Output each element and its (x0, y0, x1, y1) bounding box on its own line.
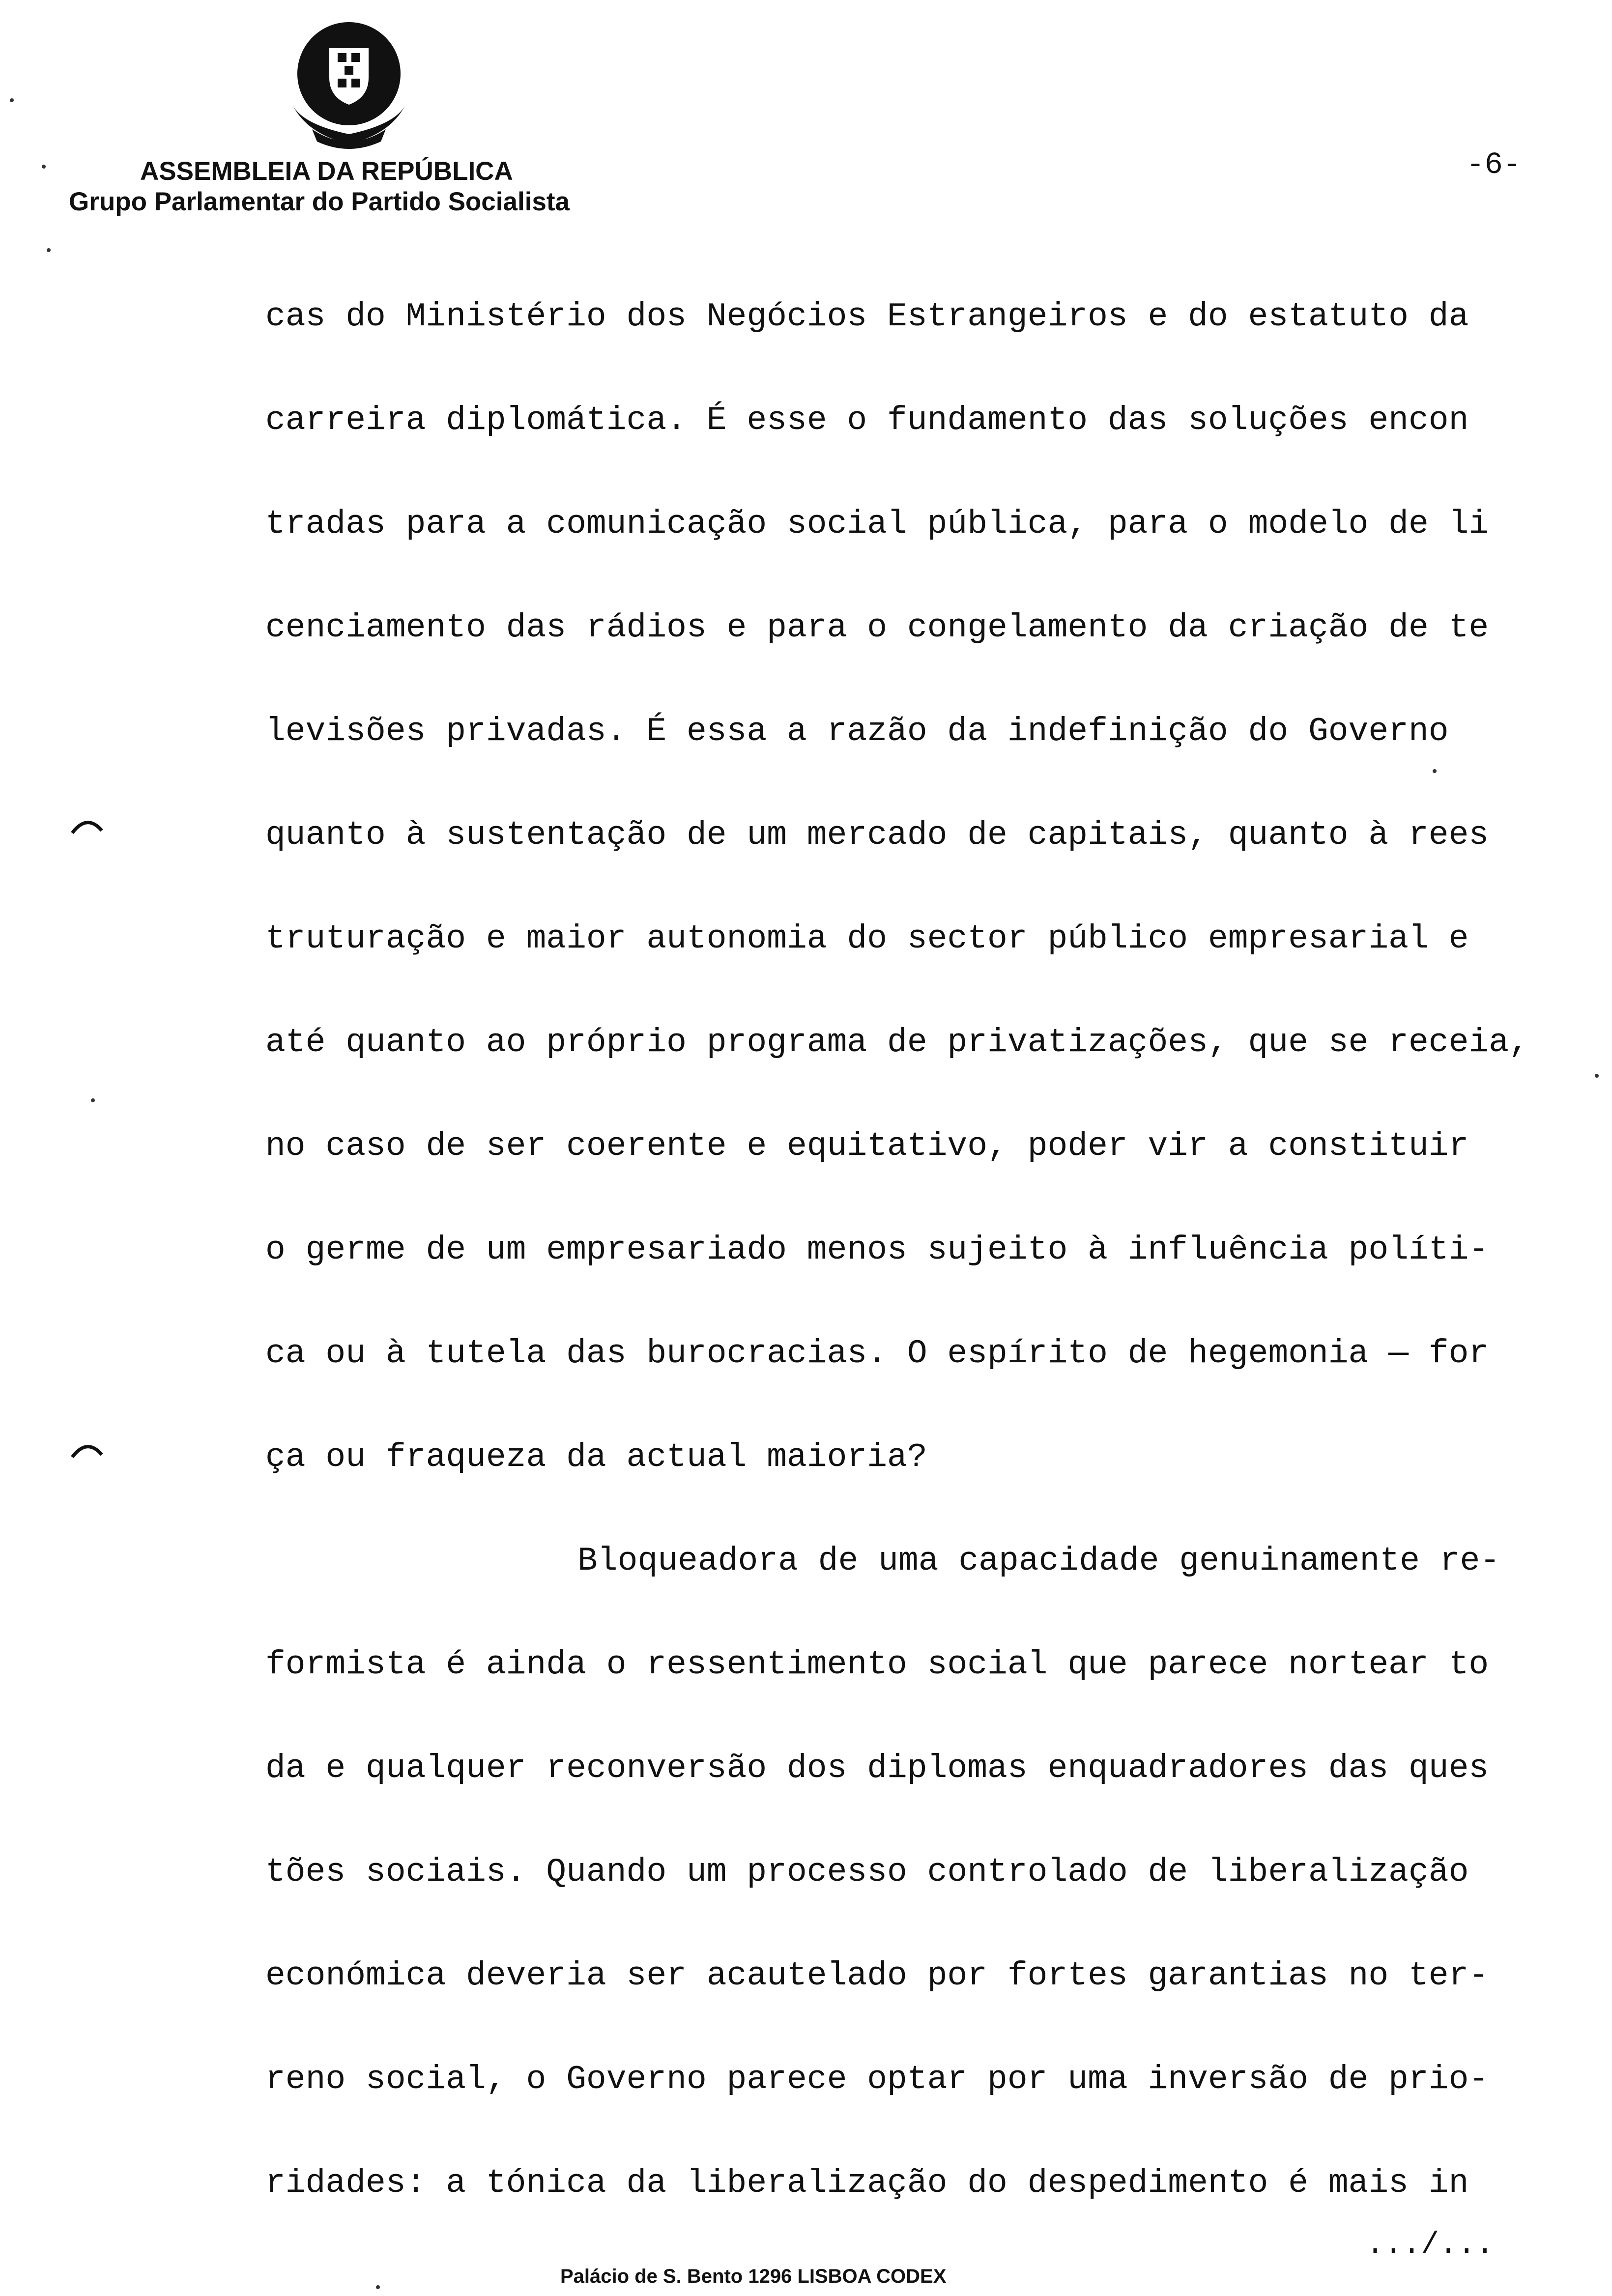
scan-speck (376, 2285, 380, 2289)
footer-address: Palácio de S. Bento 1296 LISBOA CODEX (560, 2266, 947, 2287)
continuation-mark: .../... (1366, 2227, 1494, 2262)
paragraph-start-line: Bloqueadora de uma capacidade genuinamente re- (577, 1542, 1500, 1580)
scan-speck (10, 98, 14, 102)
scan-speck (47, 248, 51, 252)
text-line: no caso de ser coerente e equitativo, poder vir a constituir (265, 1127, 1469, 1165)
organization-name: ASSEMBLEIA DA REPÚBLICA (140, 157, 513, 186)
text-line: económica deveria ser acautelado por fortes garantias no ter- (265, 1957, 1489, 1995)
text-line: tões sociais. Quando um processo controlado de liberalização (265, 1853, 1469, 1891)
text-line: levisões privadas. É essa a razão da indefinição do Governo (265, 713, 1449, 750)
organization-header (69, 156, 570, 217)
text-line: quanto à sustentação de um mercado de capitais, quanto à rees (265, 816, 1489, 854)
margin-bracket-mark (70, 1440, 104, 1460)
text-line: da e qualquer reconversão dos diplomas enquadradores das ques (265, 1750, 1489, 1787)
text-line: ridades: a tónica da liberalização do despedimento é mais in (265, 2164, 1469, 2202)
scan-speck (1595, 1074, 1599, 1078)
text-line: cenciamento das rádios e para o congelamento da criação de te (265, 609, 1489, 647)
body-text (265, 290, 1529, 2260)
scan-speck (91, 1098, 95, 1102)
text-line: reno social, o Governo parece optar por uma inversão de prio- (265, 2061, 1489, 2098)
text-line: ça ou fraqueza da actual maioria? (265, 1438, 927, 1476)
text-line: formista é ainda o ressentimento social que parece nortear to (265, 1646, 1489, 1684)
text-line: até quanto ao próprio programa de privatizações, que se receia, (265, 1024, 1529, 1062)
text-line: o germe de um empresariado menos sujeito à influência políti- (265, 1231, 1489, 1269)
text-line: ca ou à tutela das burocracias. O espírito de hegemonia — for (265, 1335, 1489, 1373)
text-line: cas do Ministério dos Negócios Estrangeiros e do estatuto da (265, 298, 1469, 336)
text-line: carreira diplomática. É esse o fundamento das soluções encon (265, 402, 1469, 439)
organization-group: Grupo Parlamentar do Partido Socialista (69, 187, 570, 216)
scan-speck (42, 165, 46, 169)
text-line: tradas para a comunicação social pública, para o modelo de li (265, 505, 1489, 543)
coat-of-arms-icon (283, 19, 415, 151)
text-line: truturação e maior autonomia do sector público empresarial e (265, 920, 1469, 958)
page-number: -6- (1466, 147, 1521, 182)
scan-speck (1433, 769, 1437, 773)
margin-bracket-mark (70, 816, 104, 835)
